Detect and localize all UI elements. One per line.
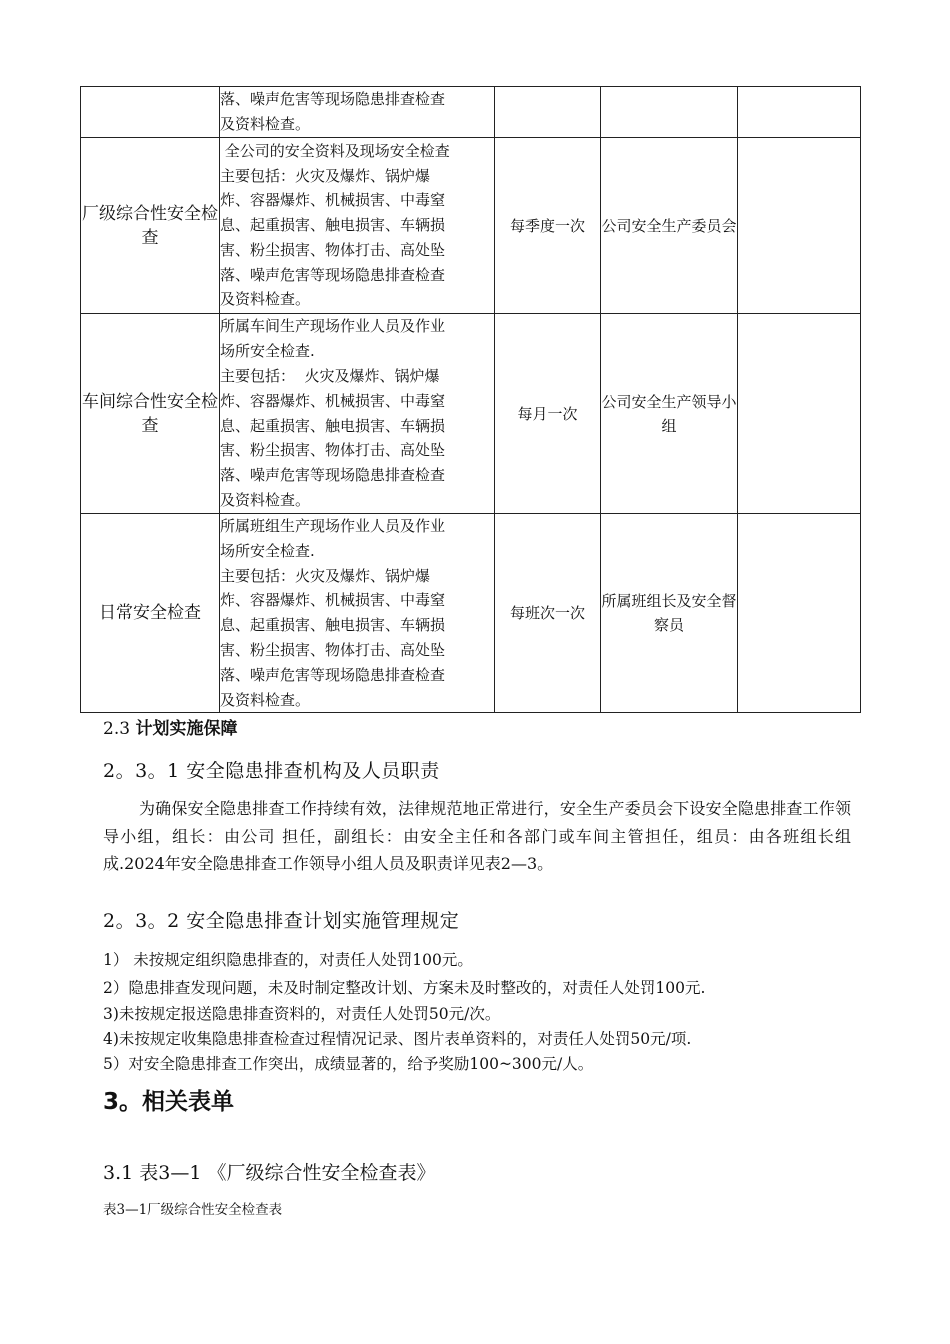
section-heading-3: 3。相关表单 bbox=[103, 1089, 235, 1115]
check-organizer-cell: 公司安全生产领导小组 bbox=[601, 314, 738, 514]
blank-cell bbox=[738, 314, 861, 514]
body-paragraph: 为确保安全隐患排查工作持续有效，法律规范地正常进行，安全生产委员会下设安全隐患排查工作领导小组，组长：由公司 担任，副组长：由安全主任和各部门或车间主管担任，组员：由各班组长组成.2024年安全隐患排查工作领导小组人员及职责详见表2—3。 bbox=[103, 799, 851, 873]
blank-cell bbox=[738, 138, 861, 314]
check-frequency-cell: 每班次一次 bbox=[495, 514, 601, 713]
table-row bbox=[81, 87, 861, 138]
check-content-cell bbox=[220, 138, 495, 314]
list-item: 4)未按规定收集隐患排查检查过程情况记录、图片表单资料的，对责任人处罚50元/项. bbox=[103, 1030, 692, 1048]
section-number: 2.3 bbox=[103, 719, 136, 739]
list-item: 1） 未按规定组织隐患排查的，对责任人处罚100元。 bbox=[103, 951, 473, 969]
check-organizer-cell: 公司安全生产委员会 bbox=[601, 138, 738, 314]
check-content-text: 所属车间生产现场作业人员及作业 场所安全检查. 主要包括： 火灾及爆炸、锅炉爆 炸、容器爆炸、机械损害、中毒窒 息、起重损害、触电损害、车辆损 害、粉尘损害、物体打击、高处坠 落、噪声危害等现场隐患排查检查 及资料检查。 bbox=[220, 317, 446, 509]
section-heading-2-3-2: 2。3。2 安全隐患排查计划实施管理规定 bbox=[103, 910, 460, 932]
table-row bbox=[81, 138, 861, 314]
list-item: 2）隐患排查发现问题，未及时制定整改计划、方案未及时整改的，对责任人处罚100元. bbox=[103, 979, 706, 997]
check-frequency-cell: 每季度一次 bbox=[495, 138, 601, 314]
section-heading-3-1: 3.1 表3—1 《厂级综合性安全检查表》 bbox=[103, 1162, 436, 1184]
table-caption: 表3—1厂级综合性安全检查表 bbox=[103, 1202, 283, 1218]
check-content-cell bbox=[220, 514, 495, 713]
check-content-text: 全公司的安全资料及现场安全检查 主要包括：火灾及爆炸、锅炉爆 炸、容器爆炸、机械损害、中毒窒 息、起重损害、触电损害、车辆损 害、粉尘损害、物体打击、高处坠 落、噪声危害等现场隐患排查检查 及资料检查。 bbox=[220, 141, 450, 309]
inspection-plan-table bbox=[80, 86, 861, 713]
table-row bbox=[81, 314, 861, 514]
section-heading-2-3-1: 2。3。1 安全隐患排查机构及人员职责 bbox=[103, 760, 440, 782]
check-type-cell: 车间综合性安全检查 bbox=[81, 314, 220, 514]
list-item: 5）对安全隐患排查工作突出，成绩显著的，给予奖励100~300元/人。 bbox=[103, 1055, 594, 1073]
check-content-cell bbox=[220, 314, 495, 514]
check-organizer-cell bbox=[601, 87, 738, 138]
list-item: 3)未按规定报送隐患排查资料的，对责任人处罚50元/次。 bbox=[103, 1005, 501, 1023]
section-title: 计划实施保障 bbox=[135, 719, 238, 739]
check-content-cell bbox=[220, 87, 495, 138]
check-content-text: 所属班组生产现场作业人员及作业 场所安全检查. 主要包括：火灾及爆炸、锅炉爆 炸、容器爆炸、机械损害、中毒窒 息、起重损害、触电损害、车辆损 害、粉尘损害、物体打击、高处坠 落、噪声危害等现场隐患排查检查 及资料检查。 bbox=[220, 517, 446, 709]
check-content-text: 落、噪声危害等现场隐患排查检查 及资料检查。 bbox=[220, 90, 446, 133]
section-heading-2-3 bbox=[103, 714, 237, 739]
check-organizer-cell: 所属班组长及安全督察员 bbox=[601, 514, 738, 713]
table-row bbox=[81, 514, 861, 713]
check-type-cell: 日常安全检查 bbox=[81, 514, 220, 713]
blank-cell bbox=[738, 87, 861, 138]
check-type-cell bbox=[81, 87, 220, 138]
check-frequency-cell: 每月一次 bbox=[495, 314, 601, 514]
check-type-cell: 厂级综合性安全检查 bbox=[81, 138, 220, 314]
blank-cell bbox=[738, 514, 861, 713]
check-frequency-cell bbox=[495, 87, 601, 138]
